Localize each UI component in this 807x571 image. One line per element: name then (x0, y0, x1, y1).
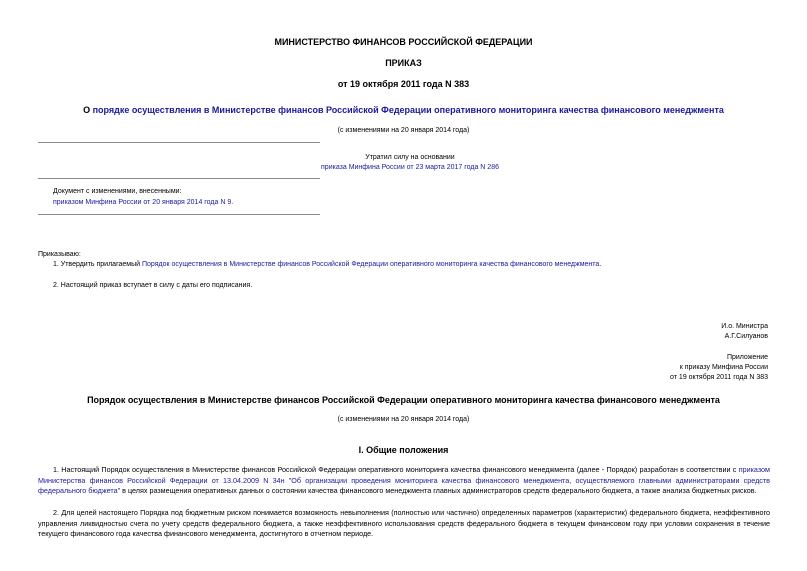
section-title: I. Общие положения (358, 445, 449, 455)
paragraph-1-text-a: 1. Настоящий Порядок осуществления в Министерстве финансов Российской Федерации оперативного мониторинга качества финансового менеджмента (далее - Порядок) разработан в соответствии с (53, 465, 739, 474)
changes-note-link[interactable]: приказом Минфина России от 20 января 2014 года N 9. (53, 199, 234, 206)
order-item-1-suffix: . (599, 261, 602, 268)
doc-type-heading: ПРИКАЗ (385, 58, 422, 68)
paragraph-1-link[interactable]: приказом Министерства финансов Российской Федерации от 13.04.2009 N 34н "Об организации проведения мониторинга качества финансового менеджмента, осуществляемого главными администраторами средств федерального бюджета" (38, 465, 770, 495)
divider (38, 142, 320, 143)
order-title-prefix: О (83, 105, 93, 115)
order-intro: Приказываю: (38, 251, 81, 258)
paragraph-1 (38, 465, 770, 497)
appendix-line-2: к приказу Минфина России (679, 364, 768, 371)
signature-position: И.о. Министра (721, 323, 768, 330)
void-notice-link[interactable]: приказа Минфина России от 23 марта 2017 года N 286 (321, 164, 499, 171)
changes-note-text: Документ с изменениями, внесенными: (53, 188, 182, 195)
procedure-title: Порядок осуществления в Министерстве финансов Российской Федерации оперативного мониторинга качества финансового менеджмента (87, 395, 720, 405)
paragraph-2: 2. Для целей настоящего Порядка под бюджетным риском понимается возможность невыполнения (полностью или частично) определенных параметров (характеристик) федерального бюджета, неэффективного управления ликвидностью счета по учету средств федерального бюджета, а также неэффективного использования средств федерального бюджета в текущем финансовом году при условии сохранения в течение текущего финансового года качества финансового менеджмента, достигнутого в отчетном периоде. (38, 508, 770, 538)
order-item-1-link[interactable]: Порядок осуществления в Министерстве финансов Российской Федерации оперативного мониторинга качества финансового менеджмента (141, 261, 600, 268)
order-title-link[interactable]: порядке осуществления в Министерстве финансов Российской Федерации оперативного мониторинга качества финансового менеджмента (92, 105, 724, 115)
order-item-2: 2. Настоящий приказ вступает в силу с даты его подписания. (53, 282, 253, 289)
order-item-1 (53, 261, 773, 268)
order-amended-note: (с изменениями на 20 января 2014 года) (337, 127, 470, 134)
appendix-line-3: от 19 октября 2011 года N 383 (670, 374, 768, 381)
void-notice-text: Утратил силу на основании (365, 154, 455, 161)
order-date-number: от 19 октября 2011 года N 383 (337, 79, 470, 89)
divider (38, 214, 320, 215)
procedure-amended-note: (с изменениями на 20 января 2014 года) (337, 416, 470, 423)
ministry-heading: МИНИСТЕРСТВО ФИНАНСОВ РОССИЙСКОЙ ФЕДЕРАЦИИ (274, 37, 533, 47)
appendix-line-1: Приложение (726, 354, 768, 361)
paragraph-1-text-b: в целях размещения оперативных данных о состоянии качества финансового менеджмента главных администраторов средств федерального бюджета, а также анализа бюджетных рисков. (120, 486, 757, 495)
order-title (0, 105, 807, 115)
divider (38, 178, 320, 179)
order-item-1-prefix: 1. Утвердить прилагаемый (53, 261, 142, 268)
signature-name: А.Г.Силуанов (724, 333, 768, 340)
